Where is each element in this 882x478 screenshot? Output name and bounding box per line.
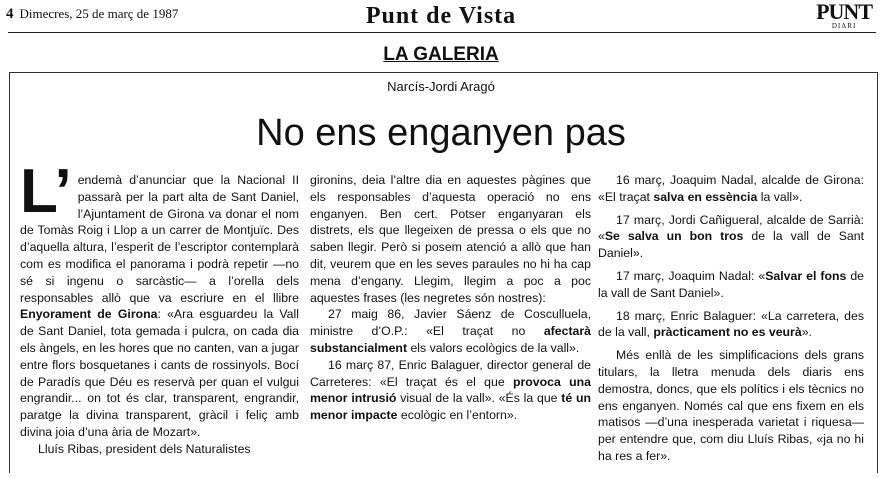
paragraph: 16 març 87, Enric Balaguer, director general de Carreteres: «El traçat és el que provoca una menor intrusió visual de la vall». «És la que té un menor impacte ecològic en l’entorn». <box>310 357 592 423</box>
column-2 <box>310 172 591 424</box>
article-headline: No ens enganyen pas <box>256 112 626 154</box>
paragraph: Més enllà de les simplificacions dels grans titulars, la lletra menuda dels diaris ens demostra, doncs, que els polítics i els tècnics no ens enganyen. Només cal que ens fixem en els matisos —d’una inesperada varietat i riquesa— per entendre que, com diu Lluís Ribas, «ja no hi ha res a fer». <box>598 348 864 463</box>
section-title: LA GALERIA <box>383 44 499 65</box>
paragraph: 17 març, Joaquim Nadal: «Salvar el fons de la vall de Sant Daniel». <box>598 268 864 300</box>
date-text: Dimecres, 25 de març de 1987 <box>19 6 179 21</box>
paragraph: Lluís Ribas, president dels Naturalistes <box>38 441 251 456</box>
drop-cap: L’ <box>20 157 72 226</box>
column-3 <box>598 172 864 465</box>
paragraph: 16 març, Joaquim Nadal, alcalde de Girona: «El traçat salva en essència la vall». <box>598 173 864 204</box>
paragraph: 17 març, Jordi Cañigueral, alcalde de Sarrià: «Se salva un bon tros de la vall de Sant Daniel». <box>598 212 864 261</box>
article-author: Narcís-Jordi Aragó <box>387 79 495 94</box>
paragraph: 27 maig 86, Javier Sáenz de Cosculluela, ministre d’O.P.: «El traçat no afectarà substancialment els valors ecològics de la vall». <box>310 307 591 355</box>
logo-main: PUNT <box>816 0 872 24</box>
newspaper-logo <box>816 1 872 30</box>
paragraph: gironins, deia l’altre dia en aquestes pàgines que els responsables d’aquesta operació no ens enganyen. Ben cert. Potser enganyaran els distrets, els que llegeixen de pressa o els que no saben llegir. Però si posem atenció a allò que han dit, veurem que en les seves paraules no hi ha cap mena d’engany. Llegim, llegim a poc a poc aquestes frases (les negretes són nostres): <box>310 173 591 305</box>
page-number: 4 <box>6 6 14 22</box>
logo-sub: DIARI <box>831 22 857 30</box>
paragraph: L’ endemà d’anunciar que la Nacional II passarà per la part alta de Sant Daniel, l’Ajuntament de Girona va donar el nom de Tomàs Roig i Llop a un carrer de Montjuïc. Des d’aquella altura, l’esperit de l’escriptor contemplarà com es modifica el panorama i podrà repetir —no sé si ingenu o sarcàstic— a l’orella dels responsables allò que va escriure en el llibre Enyorament de Girona: «Ara esguardeu la Vall de Sant Daniel, tota gemada i pulcra, on cada dia els àngels, en les hores que no canten, van a jugar entre flors bosquetanes i cants de rossinyols. Bocí de Paradís que Déu es reservà per quan el vulgui engrandir... on tot és clar, transparent, engrandir, paratge la divina transparent, gràcil i feliç amb divina joia d’una ària de Mozart». <box>20 157 299 439</box>
header-rule <box>8 32 876 33</box>
header-title: Punt de Vista <box>365 3 517 29</box>
column-1 <box>20 157 299 458</box>
paragraph: 18 març, Enric Balaguer: «La carretera, des de la vall, pràcticament no es veurà». <box>598 308 864 340</box>
